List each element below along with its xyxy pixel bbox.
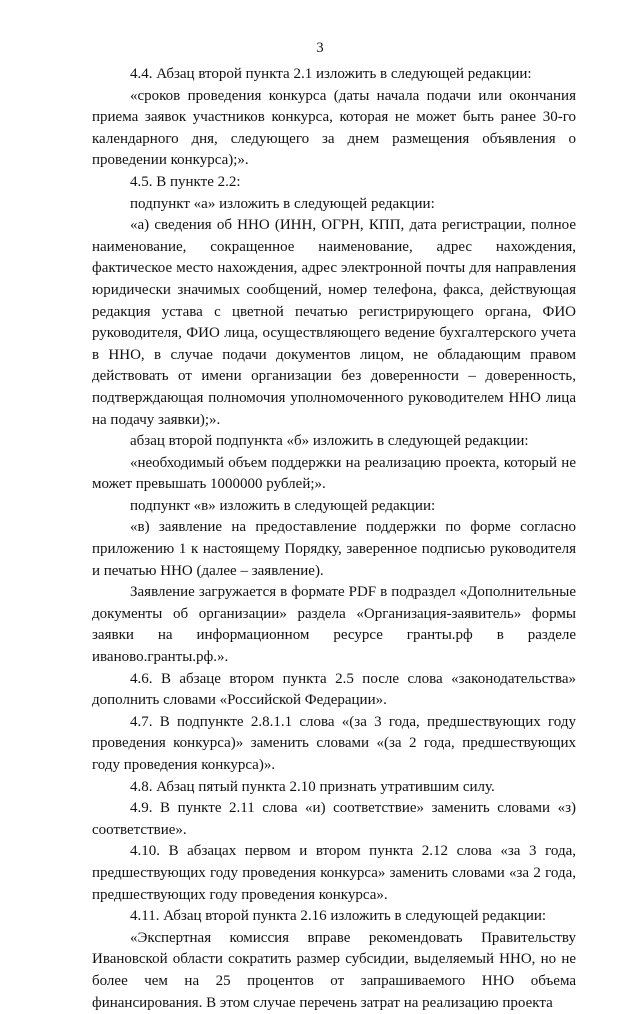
paragraph-expert-commission: «Экспертная комиссия вправе рекомендовать Правительству Ивановской области сократить размер субсидии, выделяемый ННО, но не более чем на 25 процентов от запрашиваемого ННО объема финансирования. В этом случае перечень затрат на реализацию проекта [92, 929, 576, 1011]
paragraph-upload-pdf: Заявление загружается в формате PDF в подраздел «Дополнительные документы об организации» раздела «Организация-заявитель» формы заявки на информационном ресурсе гранты.рф в разделе иваново.гранты.рф.». [92, 584, 576, 666]
paragraph-subitem-v-text: «в) заявление на предоставление поддержки по форме согласно приложению 1 к настоящему Порядку, заверенное подписью руководителя и печатью ННО (далее – заявление). [92, 519, 576, 579]
paragraph-4-7: 4.7. В подпункте 2.8.1.1 слова «(за 3 года, предшествующих году проведения конкурса)» заменить словами «(за 2 года, предшествующих году проведения конкурса)». [92, 713, 576, 773]
paragraph-4-8: 4.8. Абзац пятый пункта 2.10 признать утратившим силу. [130, 778, 495, 795]
paragraph-4-5: 4.5. В пункте 2.2: [130, 173, 241, 190]
paragraph-subitem-v-intro: подпункт «в» изложить в следующей редакции: [130, 497, 436, 514]
page-number: 3 [316, 40, 324, 56]
paragraph-4-10: 4.10. В абзацах первом и втором пункта 2.12 слова «за 3 года, предшествующих году проведения конкурса» заменить словами «за 2 года, предшествующих году проведения конкурса». [92, 843, 576, 903]
paragraph-4-11: 4.11. Абзац второй пункта 2.16 изложить в следующей редакции: [130, 908, 547, 925]
paragraph-subitem-b-intro: абзац второй подпункта «б» изложить в следующей редакции: [130, 433, 529, 450]
document-body [92, 64, 576, 1014]
paragraph-quote-terms: «сроков проведения конкурса (даты начала подачи или окончания приема заявок участников конкурса, которая не может быть ранее 30-го календарного дня, следующего за днем размещения объявления о проведении конкурса);». [92, 87, 576, 169]
paragraph-4-6: 4.6. В абзаце втором пункта 2.5 после слова «законодательства» дополнить словами «Российской Федерации». [92, 670, 576, 709]
paragraph-subitem-a-intro: подпункт «а» изложить в следующей редакции: [130, 195, 435, 212]
paragraph-4-9: 4.9. В пункте 2.11 слова «и) соответствие» заменить словами «з) соответствие». [92, 800, 576, 838]
paragraph-subitem-b-text: «необходимый объем поддержки на реализацию проекта, который не может превышать 1000000 рублей;». [92, 454, 576, 493]
paragraph-subitem-a-text: «а) сведения об ННО (ИНН, ОГРН, КПП, дата регистрации, полное наименование, сокращенное наименование, адрес нахождения, фактическое место нахождения, адрес электронной почты для направления юридически значимых сообщений, номер телефона, факса, действующая редакция устава с цветной печатью регистрирующего органа, ФИО руководителя, ФИО лица, осуществляющего ведение бухгалтерского учета в ННО, в случае подачи документов лицом, не обладающим правом действовать от имени организации без доверенности – доверенность, подтверждающая полномочия уполномоченного руководителем ННО лица на подачу заявки);». [92, 217, 576, 428]
paragraph-4-4: 4.4. Абзац второй пункта 2.1 изложить в следующей редакции: [130, 66, 532, 82]
